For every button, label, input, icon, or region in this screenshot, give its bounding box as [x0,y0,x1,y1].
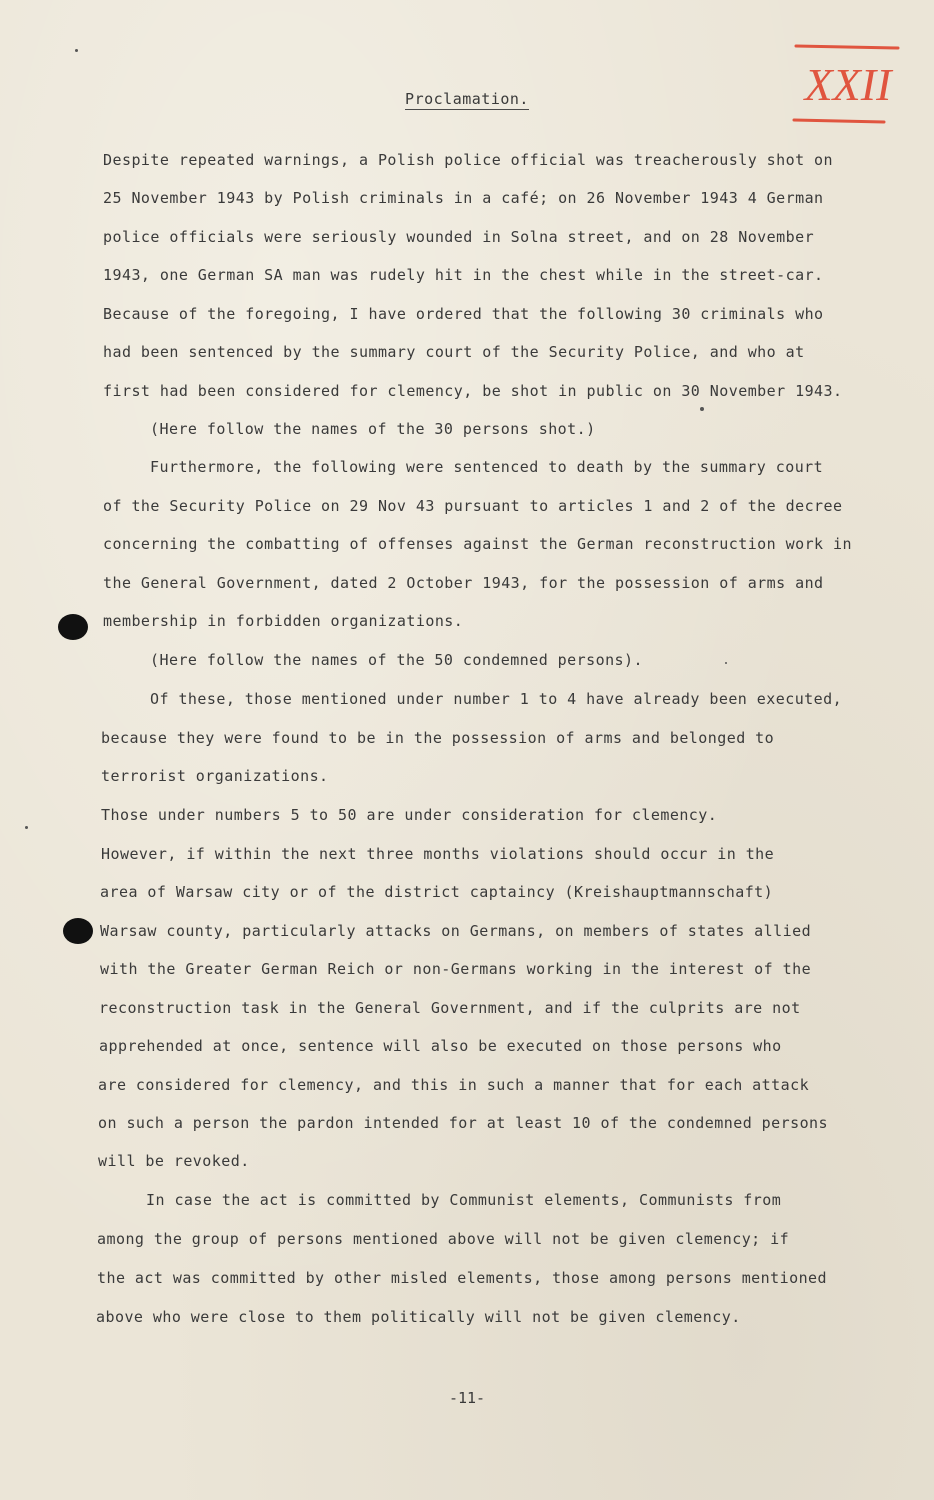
document-title: Proclamation. [405,90,529,108]
text-line: will be revoked. [98,1152,250,1170]
text-line: above who were close to them politically will not be given clemency. [96,1308,741,1326]
text-line: because they were found to be in the possession of arms and belonged to [101,729,775,747]
stamp-label: XXII [804,59,892,110]
text-line: terrorist organizations. [101,767,329,785]
text-line: the General Government, dated 2 October 1943, for the possession of arms and [103,574,824,592]
text-line: on such a person the pardon intended for at least 10 of the condemned persons [98,1114,829,1132]
paper-speck [75,49,78,52]
text-line: concerning the combatting of offenses against the German reconstruction work in [103,535,852,553]
text-line: first had been considered for clemency, be shot in public on 30 November 1943. [103,382,843,400]
text-line: membership in forbidden organizations. [103,612,464,630]
text-line: among the group of persons mentioned above will not be given clemency; if [97,1230,790,1248]
paper-speck [25,826,28,829]
page-number: -11- [448,1389,486,1407]
text-line: the act was committed by other misled elements, those among persons mentioned [97,1269,828,1287]
text-line: reconstruction task in the General Government, and if the culprits are not [99,999,801,1017]
text-line: Despite repeated warnings, a Polish police official was treacherously shot on [103,151,834,169]
text-line: (Here follow the names of the 30 persons shot.) [150,420,596,438]
text-line: 1943, one German SA man was rudely hit in the chest while in the street-car. [103,266,824,284]
paper-speck [725,662,727,664]
red-stamp [792,40,904,130]
text-line: area of Warsaw city or of the district captaincy (Kreishauptmannschaft) [100,883,774,901]
punch-hole [63,918,93,944]
text-line: (Here follow the names of the 50 condemned persons). [150,651,643,669]
text-line: Because of the foregoing, I have ordered that the following 30 criminals who [103,305,824,323]
paper-speck [700,407,704,411]
text-line: Those under numbers 5 to 50 are under consideration for clemency. [101,806,718,824]
text-line: In case the act is committed by Communist elements, Communists from [146,1191,782,1209]
text-line: Warsaw county, particularly attacks on Germans, on members of states allied [100,922,812,940]
text-line: of the Security Police on 29 Nov 43 pursuant to articles 1 and 2 of the decree [103,497,843,515]
text-line: Of these, those mentioned under number 1 to 4 have already been executed, [150,690,843,708]
text-line: are considered for clemency, and this in such a manner that for each attack [98,1076,810,1094]
punch-hole [58,614,88,640]
text-line: apprehended at once, sentence will also be executed on those persons who [99,1037,782,1055]
text-line: police officials were seriously wounded in Solna street, and on 28 November [103,228,815,246]
text-line: Furthermore, the following were sentenced to death by the summary court [150,458,824,476]
text-line: 25 November 1943 by Polish criminals in a café; on 26 November 1943 4 German [103,189,824,207]
text-line: had been sentenced by the summary court of the Security Police, and who at [103,343,805,361]
text-line: with the Greater German Reich or non-Germans working in the interest of the [100,960,812,978]
text-line: However, if within the next three months violations should occur in the [101,845,775,863]
